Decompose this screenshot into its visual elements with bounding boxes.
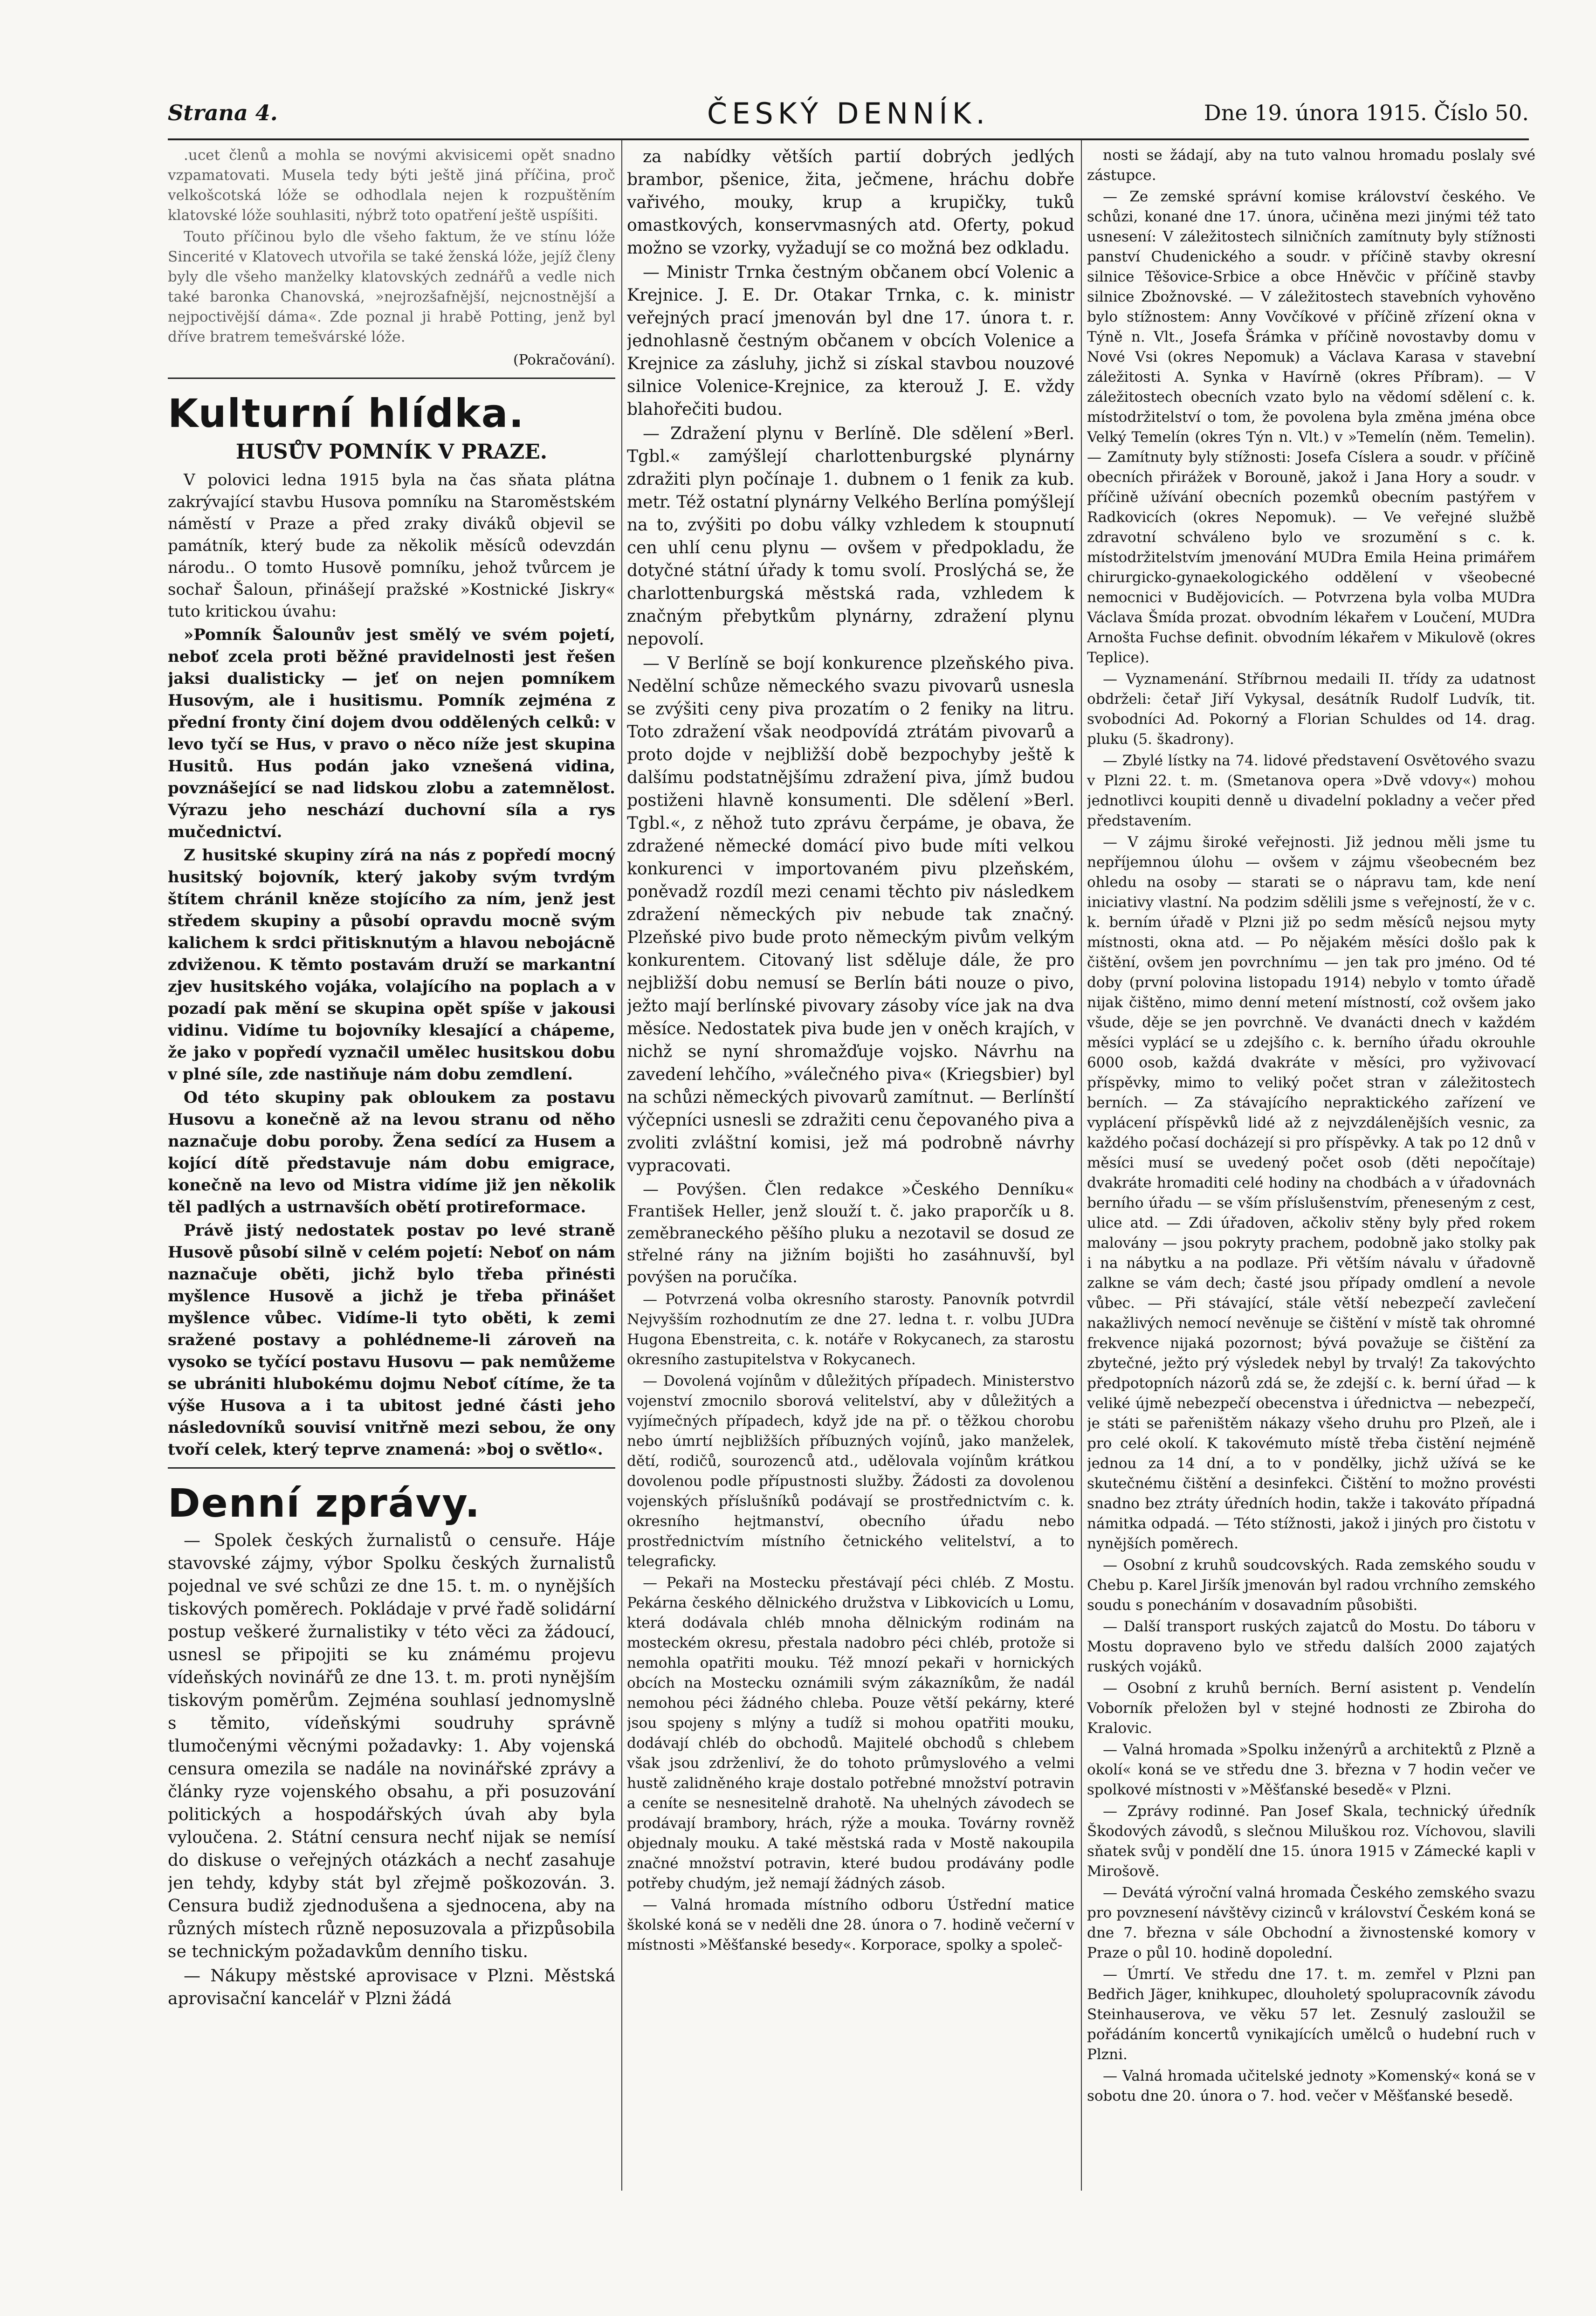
news-item: — Spolek českých žurnalistů o censuře. Háje stavovské zájmy, výbor Spolku českých žurnalistů pojednal ve své schůzi ze dne 15. t. m. o nynějších tiskových poměrech. Pokládaje v prvé řadě solidární postup veškeré žurnalistiky v této věci za žádoucí, usnesl se připojiti se ku známému projevu vídeňských novinářů ze dne 13. t. m. proti nynějším tiskovým poměrům. Zejména souhlasí jednomyslně s těmito, vídeňskými soudruhy správně tlumočenými věcnými požadavky: 1. Aby vojenská censura omezila se nadále na novinářské zprávy a články ryze vojenského obsahu, a při posuzování politických a hospodářských úvah aby byla vyloučena. 2. Státní censura nechť nijak se nemísí do diskuse o veřejných otázkách a nechť zasahuje jen tehdy, kdyby stát byl zřejmě poškozován. 3. Censura budiž zjednodušena a sjednocena, aby na různých místech různě neposuzovala a přizpůsobila se technickým požadavkům denního tisku. [168, 1531, 615, 1961]
news-item: nosti se žádají, aby na tuto valnou hromadu poslaly své zástupce. [1087, 147, 1535, 184]
news-item: — Zprávy rodinné. Pan Josef Skala, technický úředník Škodových závodů, s slečnou Miluškou roz. Víchovou, slavili sňatek svůj v pondělí dne 15. února 1915 v Zámecké kapli v Mirošově. [1087, 1803, 1535, 1880]
column-2 [627, 145, 1074, 2182]
masthead: ČESKÝ DENNÍK. [707, 96, 990, 131]
news-item: — Povýšen. Člen redakce »Českého Denníku« František Heller, jenž slouží t. č. jako praporčík u 8. zeměbraneckého pěšího pluku a nezotavil se dosud ze střelné rány na jižním bojišti ho zasáhnuvší, byl povýšen na poručíka. [627, 1180, 1074, 1286]
news-item: — Vyznamenání. Stříbrnou medaili II. třídy za udatnost obdrželi: četař Jiří Vykysal, desátník Rudolf Ludvík, tit. svobodníci Ad. Pokorný a Florian Schuldes od 14. drag. pluku (5. škadrony). [1087, 671, 1535, 748]
news-item: — Dovolená vojínům v důležitých případech. Ministerstvo vojenství zmocnilo sborová velitelství, aby v důležitých a vyjímečných případech, když jde na př. o těžkou chorobu nebo úmrtí nejbližších příbuzných vojínů, jako manželek, dětí, rodičů, sourozenců atd., udělovala vojínům krátkou dovolenou podle přípustnosti služby. Žádosti za dovolenou vojenských příslušníků podávají se prostřednictvím c. k. okresního hejtmanství, obecního úřadu nebo prostřednictvím místního četnického velitelství, a to telegraficky. [627, 1373, 1074, 1570]
news-item: za nabídky větších partií dobrých jedlých brambor, pšenice, žita, ječmene, hráchu dobře vařivého, mouky, krup a krupičky, tuků omastkových, konservmasných atd. Oferty, pokud možno se vzorky, vyžadují se co možná bez odkladu. [627, 147, 1074, 258]
article-paragraph: Právě jistý nedostatek postav po levé straně Husově působí silně v celém pojetí: Neboť on nám naznačuje oběti, jichž bylo třeba přinésti myšlence Husově a jichž je třeba přinášet myšlence vůbec. Vidíme-li tyto oběti, k zemi sražené postavy a pohlédneme-li zároveň na vysoko se tyčící postavu Husovu — pak nemůžeme se ubrániti hlubokému dojmu Neboť cítíme, že ta výše Husova a i ta ubitost jedné části jeho následovníků souvisí vnitřně mezi sebou, že ony tvoří celek, který teprve znamená: »boj o světlo«. [168, 1221, 615, 1459]
news-item: — Další transport ruských zajatců do Mostu. Do táboru v Mostu dopraveno bylo ve středu dalších 2000 zajatých ruských vojáků. [1087, 1618, 1535, 1675]
article-title: HUSŮV POMNÍK V PRAZE. [235, 440, 548, 464]
date-issue: Dne 19. února 1915. Číslo 50. [1204, 100, 1529, 125]
news-item: — Zdražení plynu v Berlíně. Dle sdělení »Berl. Tgbl.« zamýšlejí charlottenburgské plynárny zdražiti plyn počínaje 1. dubnem o 1 fenik za kub. metr. Též ostatní plynárny Velkého Berlína pomýšlejí na to, zvýšiti po dobu války vzhledem k stoupnutí cen uhlí cenu plynu — ovšem v předpokladu, že dotyčné státní úřady k tomu svolí. Proslýchá se, že charlottenburgská městská rada, vzhledem k značným přebytkům plynárny, zdražení plynu nepovolí. [627, 424, 1074, 649]
article-paragraph: Od této skupiny pak obloukem za postavu Husovu a konečně až na levou stranu od něho naznačuje dobu poroby. Žena sedící za Husem a kojící dítě představuje nám dobu emigrace, konečně na levo od Mistra vidíme již jen několik těl padlých a ustrnavších obětí protireformace. [168, 1088, 615, 1216]
article-paragraph: Z husitské skupiny zírá na nás z popředí mocný husitský bojovník, který jakoby svým tvrdým štítem chránil kněze stojícího za ním, jenž jest středem skupiny a působí opravdu mocně svým kalichem k srdci přitisknutým a hlavou nebojácně zdviženou. K těmto postavám druží se markantní zjev husitského vojáka, volajícího na poplach a v pozadí pak mění se skupina opět spíše v jakousi vidinu. Vidíme tu bojovníky klesající a chápeme, že jako v popředí vyznačil umělec husitskou dobu v plné síle, zde nastiňuje nám dobu zemdlení. [168, 846, 615, 1084]
header-rule [168, 138, 1529, 140]
section-title-kulturni-hlidka: Kulturní hlídka. [168, 391, 525, 436]
news-item: — Úmrtí. Ve středu dne 17. t. m. zemřel v Plzni pan Bedřich Jäger, knihkupec, dlouholetý spolupracovník závodu Steinhauserova, ve věku 57 let. Zesnulý zasloužil se pořádáním koncertů vynikajících umělců o hudební ruch v Plzni. [1087, 1966, 1535, 2063]
news-item: — Valná hromada učitelské jednoty »Komenský« koná se v sobotu dne 20. února o 7. hod. večer v Měšťanské besedě. [1087, 2068, 1535, 2104]
continuation-note: (Pokračování). [513, 352, 615, 368]
news-item: — Ze zemské správní komise království českého. Ve schůzi, konané dne 17. února, učiněna mezi jinými též tato usnesení: V záležitostech silničních zamítnuty byly stížnosti panství Chudenického a soudr. v příčině stavby okresní silnice Těšovice-Srbice a obce Hněvčic v příčině stavby silnice Zbožnovské. — V záležitostech stavebních vyhověno bylo stížnostem: Anny Vovčíkové v příčině zřízení okna v Týně n. Vlt., Josefa Šrámka v příčině novostavby domu v Nové Vsi (okres Nepomuk) a Václava Karasa v stavební záležitosti A. Synka v Havírně (okres Příbram). — V záležitostech obecních vzato bylo na vědomí sdělení c. k. místodržitelství o tom, že povolena byla změna jména obce Velký Temelín (okres Týn n. Vlt.) v »Temelín (něm. Temelin). — Zamítnuty byly stížnosti: Josefa Císlera a soudr. v příčině obecních přirážek v Borouně, jakož i Jana Hory a soudr. v příčině užívání obecních pozemků obecním pastýřem v Radkovicích (okres Nepomuk). — Ve veřejné službě zdravotní schváleno bylo ve srozumění s c. k. místodržitelstvím jmenování MUDra Emila Heina primářem chirurgicko-gynaekologického oddělení v všeobecné nemocnici v Budějovicích. — Potvrzena byla volba MUDra Václava Šmída prozat. obvodním lékařem v Loučení, MUDra Arnošta Fuchse definit. obvodním lékařem v Mikulově (okres Teplice). [1087, 188, 1535, 666]
section-rule [168, 1467, 615, 1469]
column-divider-1 [621, 140, 622, 2191]
news-item: — V Berlíně se bojí konkurence plzeňského piva. Nedělní schůze německého svazu pivovarů usnesla se zvýšiti ceny piva prozatím o 2 feniky na litru. Toto zdražení však neodpovídá ztrátám pivovarů a proto dojde v nejbližší době bezpochyby ještě k dalšímu podstatnějšímu zdražení piva, jímž budou postiženi hlavně konsumenti. Dle sdělení »Berl. Tgbl.«, z něhož tuto zprávu čerpáme, je obava, že zdražené německé domácí pivo bude míti velkou konkurenci v importovaném pivu plzeňském, poněvadž rozdíl mezi cenami těchto piv následkem zdražení německých piv nebude tak značný. Plzeňské pivo bude proto německým pivům velkým konkurentem. Citovaný list sděluje dále, že pro nejbližší dobu nemusí se Berlín báti nouze o pivo, ježto mají berlínské pivovary zásoby více jak na dva měsíce. Nedostatek piva bude jen v oněch krajích, v nichž se nyní shromažďuje vojsko. Návrhu na zavedení lehčího, »válečného piva« (Kriegsbier) byl na schůzi německých pivovarů zamítnut. — Berlínští výčepníci usnesli se zdražiti cenu čepovaného piva a zvoliti zvláštní komisi, jež má podrobně návrhy vypracovati. [627, 654, 1074, 1175]
news-item: — Nákupy městské aprovisace v Plzni. Městská aprovisační kancelář v Plzni žádá [168, 1966, 615, 2008]
column-1 [168, 145, 615, 2182]
news-item: — Pekaři na Mostecku přestávají péci chléb. Z Mostu. Pekárna českého dělnického družstva v Libkovicích u Lomu, která dodávala chléb mnoha dělnickým rodinám na mosteckém okresu, přestala nadobro péci chléb, protože si nemohla opatřiti mouku. Též mnozí pekaři v hornických obcích na Mostecku oznámili svým zákazníkům, že nadál nemohou péci žádného chleba. Pouze větší pekárny, které jsou spojeny s mlýny a tudíž si mohou opatřiti mouku, dodávají chléb do obchodů. Majitelé obchodů s chlebem však jsou zdrženliví, že do tohoto průmyslového a velmi hustě zalidněného kraje dostalo potřebné množství potravin a ceníte se nesnesitelně drahotě. Na uhelných závodech se prodávají brambory, hrách, rýže a mouka. Továrny rovněž objednaly mouku. A také městská rada v Mostě nakoupila značné množství potravin, které budou prodávány podle potřeby chudým, jež nemají žádných zásob. [627, 1574, 1074, 1892]
news-item: — Potvrzená volba okresního starosty. Panovník potvrdil Nejvyšším rozhodnutím ze dne 27. ledna t. r. volbu JUDra Hugona Ebenstreita, c. k. notáře v Rokycanech, za starostu okresního zastupitelstva v Rokycanech. [627, 1291, 1074, 1368]
news-item: — Ministr Trnka čestným občanem obcí Volenic a Krejnice. J. E. Dr. Otakar Trnka, c. k. ministr veřejných prací jmenován byl dne 17. února t. r. jednohlasně čestným občanem v obcích Volenice a Krejnice za zásluhy, jichž si získal stavbou nouzové silnice Volenice-Krejnice, za kterouž J. E. vždy blahořečiti budou. [627, 263, 1074, 419]
news-item: — Osobní z kruhů berních. Berní asistent p. Vendelín Voborník přeložen byl v stejné hodnosti ze Zbiroha do Kralovic. [1087, 1680, 1535, 1737]
column-divider-2 [1081, 140, 1082, 2191]
news-item: — Zbylé lístky na 74. lidové představení Osvětového svazu v Plzni 22. t. m. (Smetanova opera »Dvě vdovy«) mohou jednotlivci koupiti denně u divadelní pokladny a večer před představením. [1087, 752, 1535, 829]
article-paragraph: Touto příčinou bylo dle všeho faktum, že ve stínu lóže Sincerité v Klatovech utvořila se také ženská lóže, jejíž členy byly dle všeho manželky klatovských zednářů a vedle nich také baronka Chanovská, »nejrozšafnější, nejcnostnější a nejpoctivější dáma«. Zde poznal ji hrabě Potting, jenž byl dříve bratrem temešvárské lóže. [168, 228, 615, 345]
page-number: Strana 4. [168, 100, 278, 125]
article-paragraph: .ucet členů a mohla se novými akvisicemi opět snadno vzpamatovati. Musela tedy býti ještě jiná příčina, proč velkošcotská lóže se odhodlala nejen k rozpuštěním klatovské lóže souhlasiti, nýbrž toto opatření ještě uspíšiti. [168, 147, 615, 224]
page-header [168, 96, 1529, 137]
news-item: — Valná hromada místního odboru Ústřední matice školské koná se v neděli dne 28. února o 7. hodině večerní v místnosti »Měšťanské besedy«. Korporace, spolky a společ- [627, 1897, 1074, 1953]
article-paragraph: »Pomník Šalounův jest smělý ve svém pojetí, neboť zcela proti běžné pravidelnosti jest řešen jaksi dualisticky — jeť on nejen pomníkem Husovým, ale i husitismu. Pomník zejména z přední fronty činí dojem dvou oddělených celků: v levo tyčí se Hus, v pravo o něco níže jest skupina Husitů. Hus podán jako vznešená vidina, povznášející se nad lidskou zlobu a zatemnělost. Výrazu jeho neschází duchovní síla a rys mučednictví. [168, 625, 615, 841]
section-rule [168, 378, 615, 379]
news-item: — V zájmu široké veřejnosti. Již jednou měli jsme tu nepříjemnou úlohu — ovšem v zájmu všeobecném bez ohledu na osoby — starati se o nápravu tam, kde není iniciativy vlastní. Na podzim sdělili jsme s veřejností, že v c. k. berním úřadě v Plzni již po sedm měsíců nejsou myty místnosti, okna atd. — Po nějakém měsíci došlo pak k čištění, ovšem jen povrchnímu — jen tak pro jméno. Od té doby (první polovina listopadu 1914) nebylo v tomto úřadě nijak čištěno, mimo denní metení místností, což ovšem jako všude, děje se jen povrchně. Ve dvanácti dnech v každém měsíci vyplácí se u zdejšího c. k. berního úřadu okrouhle 6000 osob, každá dvakráte v měsíci, pro vyživovací příspěvky, mimo to veliký počet stran v záležitostech berních. — Za stávajícího nepraktického zařízení ve vyplácení příspěvků lidé až z nejvzdálenějších vesnic, za každého počasí docházejí si pro příspěvky. A tak po 12 dnů v měsíci musí se uvedený počet osob (děti nepočítaje) dvakráte hromaditi celé hodiny na chodbách a v úřadovnách berního úřadu — se vším příslušenstvím, přeneseným z cest, ulice atd. — Zdi úřadoven, ačkoliv stěny byly před rokem malovány — jsou pokryty prachem, podobně jako stolky pak i na nábytku a na podlaze. Při větším návalu v úřadovně zalkne se vám dech; časté jsou případy omdlení a nevole vůbec. — Při stávající, stále větší nebezpečí zavlečení nakažlivých nemocí nevěnuje se čištění v místě tak ohromné frekvence nijaká pozornost; bývá považuje se čištění za zbytečné, ježto prý výsledek nebyl by trvalý! Za takovýchto předpotopních názorů zdá se, že zdejší c. k. berní úřad — k veliké újmě nebezpečí obecenstva i úřednictva — nebezpečí, je státi se pařeništěm nákazy všeho druhu pro Plzeň, ale i pro celé okolí. K takovémuto místě třeba čistění nejméně jednou za 14 dní, a to v pondělky, jichž užívá se ke skutečnému čištění a desinfekci. Čištění to možno provésti snadno bez ztráty úředních hodin, takže i takováto případná námitka odpadá. — Této stížnosti, jakož i jiných pro čistotu v nynějších poměrech. [1087, 834, 1535, 1552]
section-title-denni-zpravy: Denní zprávy. [168, 1480, 481, 1526]
news-item: — Devátá výroční valná hromada Českého zemského svazu pro povznesení návštěvy cizinců v království Českém koná se dne 7. března v sále Obchodní a živnostenské komory v Praze o půl 10. hodině dopolední. [1087, 1884, 1535, 1961]
news-item: — Osobní z kruhů soudcovských. Rada zemského soudu v Chebu p. Karel Jiršík jmenován byl radou vrchního zemského soudu s ponecháním v dosavadním působišti. [1087, 1557, 1535, 1614]
article-paragraph: V polovici ledna 1915 byla na čas sňata plátna zakrývající stavbu Husova pomníku na Staroměstském náměstí v Praze a před zraky diváků objevil se památník, který bude za několik měsíců odevzdán národu.. O tomto Husově pomníku, jehož tvůrcem je sochař Šaloun, přinášejí pražské »Kostnické Jiskry« tuto kritickou úvahu: [168, 471, 615, 621]
column-3 [1087, 145, 1535, 2182]
news-item: — Valná hromada »Spolku inženýrů a architektů z Plzně a okolí« koná se ve středu dne 3. března v 7 hodin večer ve spolkové místnosti v »Měšťanské besedě« v Plzni. [1087, 1741, 1535, 1798]
